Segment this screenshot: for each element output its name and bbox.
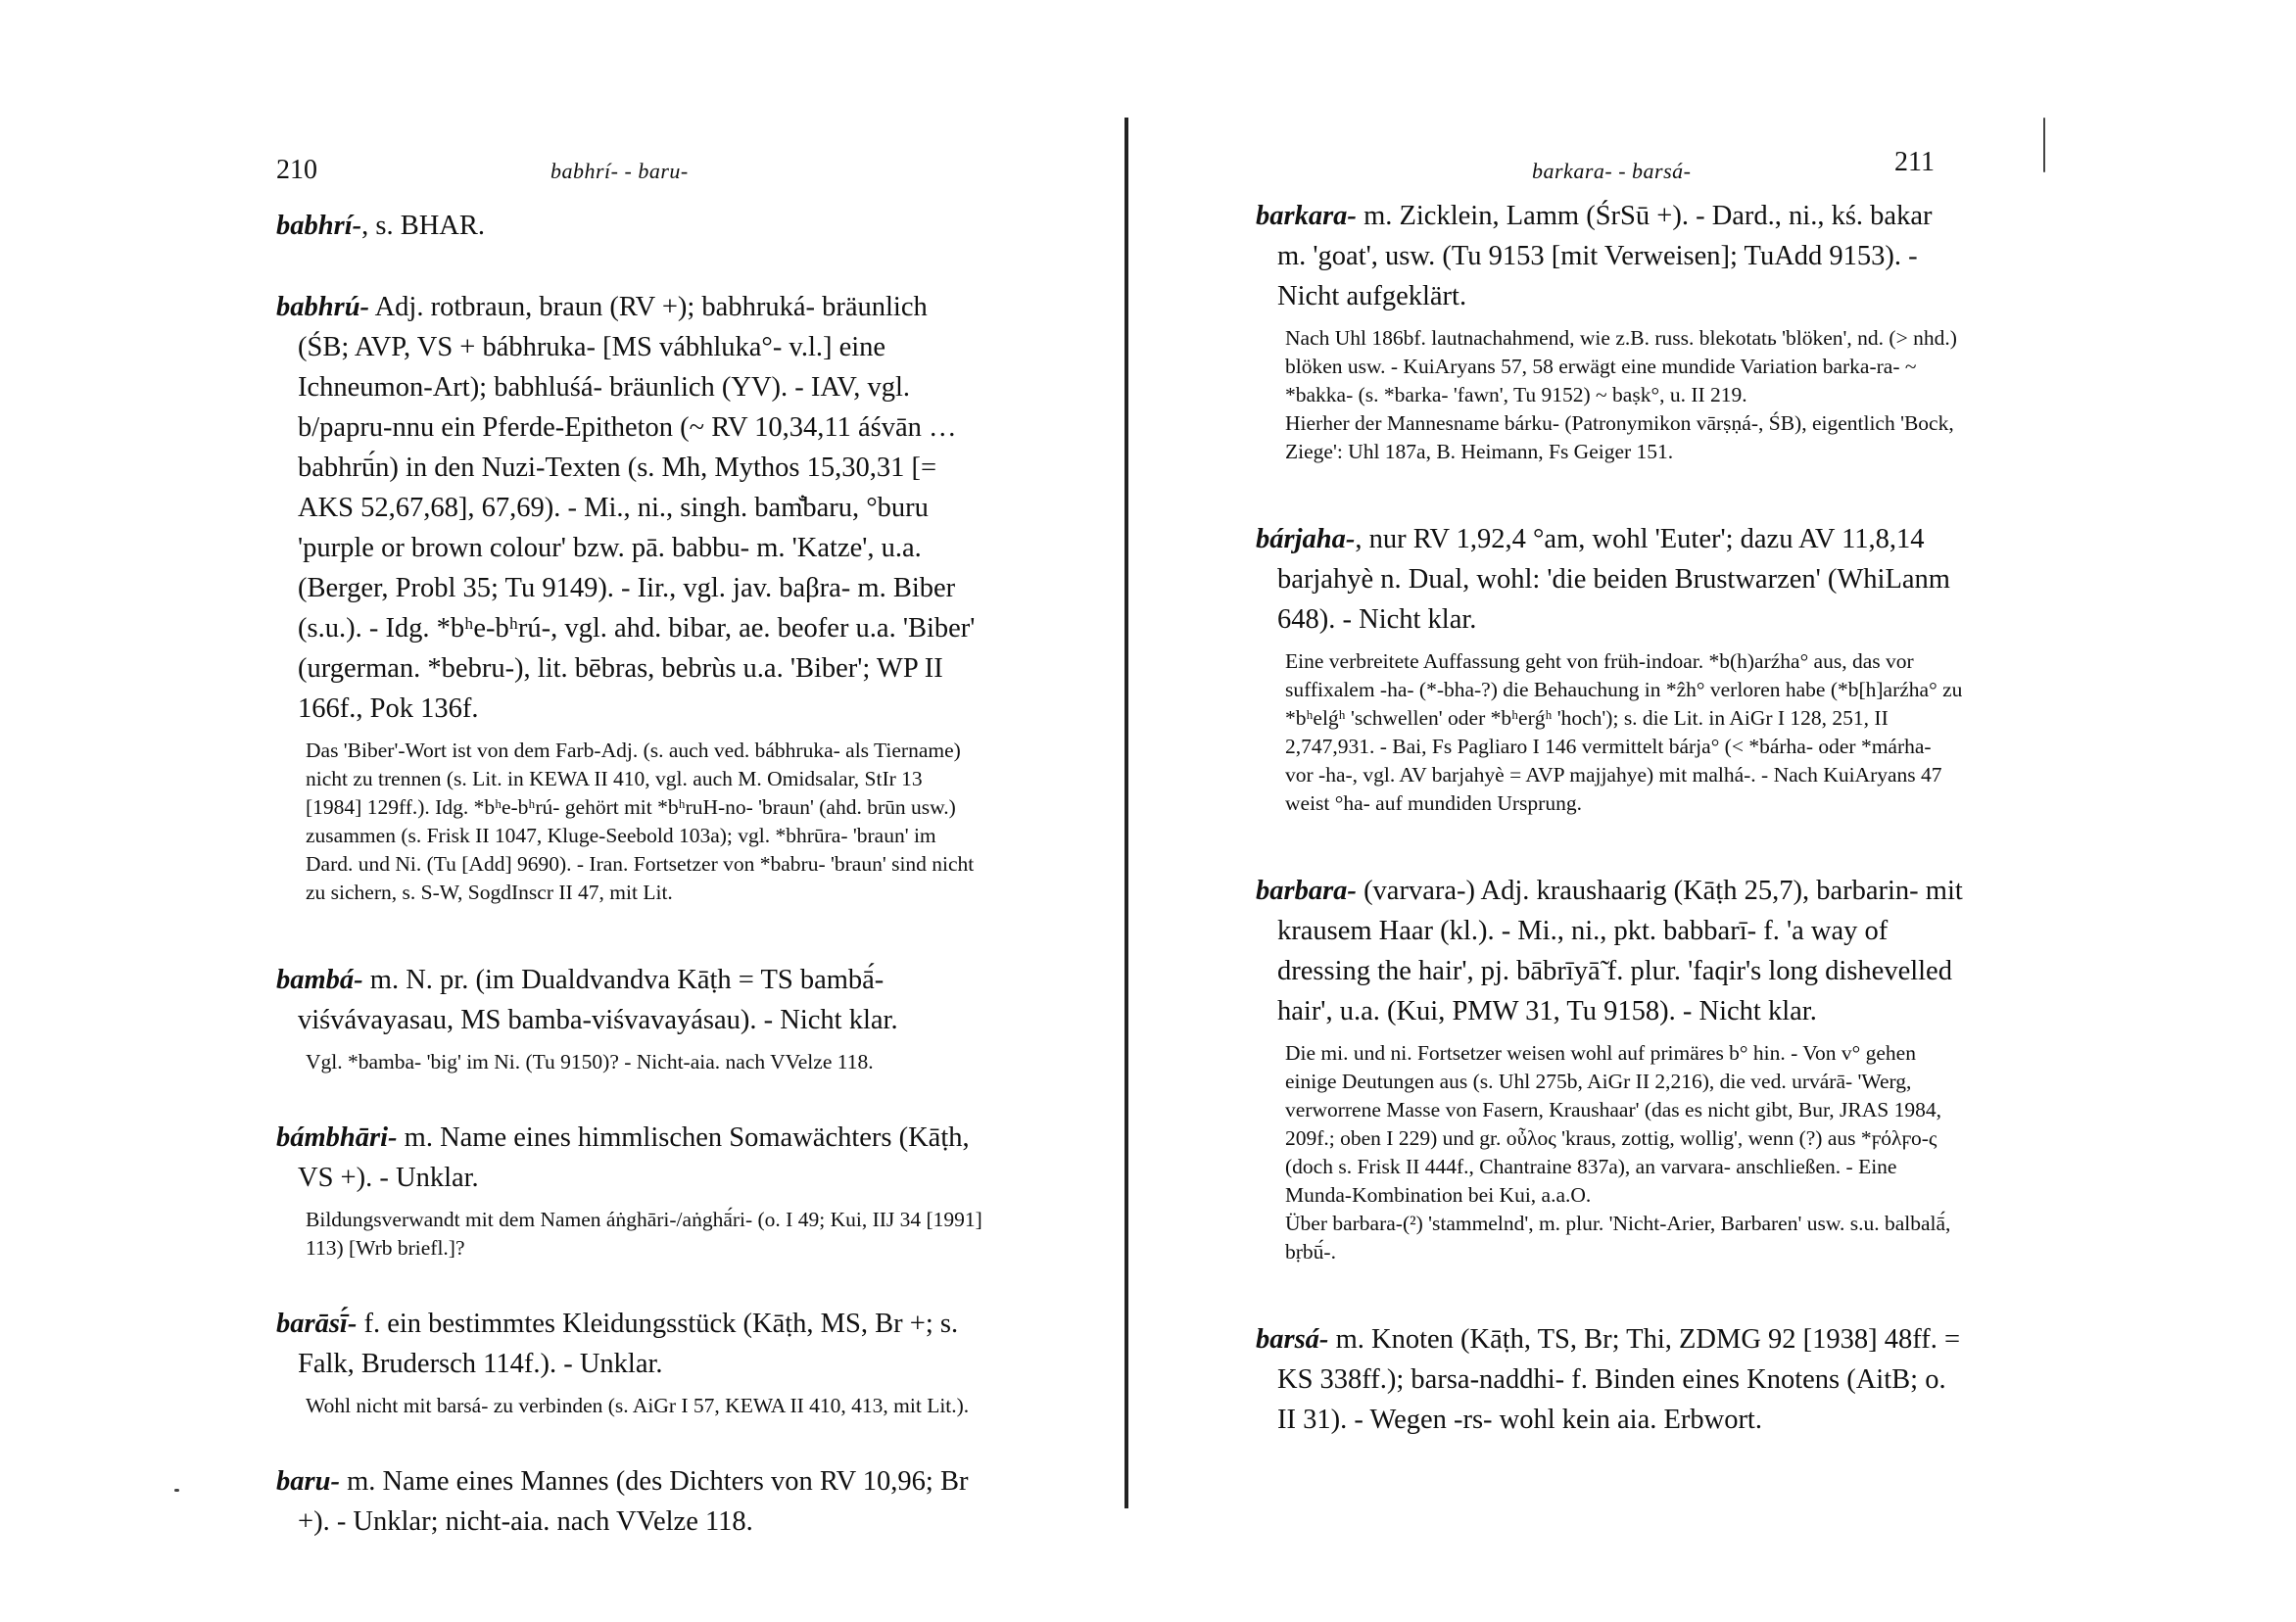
entry-text: Adj. rotbraun, braun (RV +); babhruká- bräunlich (ŚB; AVP, VS + bábhruka- [MS vábhluka°- v.l.] eine Ichneumon-Art); babhluśá- bräunlich (YV). - IAV, vgl. b/papru-nnu ein Pferde-Epitheton (~ RV 10,34,11 áśvān … babhrū́n) in den Nuzi-Texten (s. Mh, Mythos 15,30,31 [= AKS 52,67,68], 67,69). - Mi., ni., singh. bam̐baru, °buru 'purple or brown colour' bzw. pā. babbu- m. 'Katze', u.a. (Berger, Probl 35; Tu 9149). - Iir., vgl. jav. baβra- m. Biber (s.u.). - Idg. *bʰe-bʰrú-, vgl. ahd. bibar, ae. beofer u.a. 'Biber' (urgerman. *bebru-), lit. bēbras, bebrùs u.a. 'Biber'; WP II 166f., Pok 136f. — [298, 292, 976, 724]
entry — [1256, 196, 1963, 466]
headword: babhrú- — [276, 292, 370, 322]
entry-note: Wohl nicht mit barsá- zu verbinden (s. AiGr I 57, KEWA II 410, 413, mit Lit.). — [306, 1394, 970, 1417]
running-head: barkara- - barsá- — [1532, 159, 1692, 183]
entry — [1256, 871, 1963, 1266]
entry-text: m. Knoten (Kāṭh, TS, Br; Thi, ZDMG 92 [1938] 48ff. = KS 338ff.); barsa-naddhi- f. Binden eines Knotens (AitB; o. II 31). - Wegen -rs- wohl kein aia. Erbwort. — [1277, 1324, 1961, 1435]
scan-speck — [174, 1489, 179, 1492]
headword: barsá- — [1256, 1324, 1329, 1355]
entries-column — [1256, 196, 1963, 1440]
scan-mark — [2043, 118, 2045, 172]
entry-text: (varvara-) Adj. kraushaarig (Kāṭh 25,7), barbarin- mit krausem Haar (kl.). - Mi., ni., pkt. babbarī- f. 'a way of dressing the hair', pj. bābrīyā̃ f. plur. 'faqir's long dishevelled hair', u.a. (Kui, PMW 31, Tu 9158). - Nicht klar. — [1277, 876, 1963, 1026]
entry — [276, 287, 983, 907]
headword: bambá- — [276, 965, 363, 995]
headword: barāsī́- — [276, 1309, 358, 1339]
running-head: babhrí- - baru- — [550, 159, 689, 183]
entry — [276, 1118, 983, 1263]
headword: bárjaha- — [1256, 524, 1356, 554]
headword: barbara- — [1256, 876, 1357, 906]
entry-note: Nach Uhl 186bf. lautnachahmend, wie z.B. russ. blekotatь 'blöken', nd. (> nhd.) blöken usw. - KuiAryans 57, 58 erwägt eine mundide Variation barka-ra- ~ *bakka- (s. *barka- 'fawn', Tu 9152) ~ baṣk°, u. II 219. — [1285, 326, 1957, 406]
entry-note: Bildungsverwandt mit dem Namen áṅghāri-/aṅghā́ri- (o. I 49; Kui, IIJ 34 [1991] 113) [Wrb briefl.]? — [306, 1208, 982, 1260]
entry-text: m. Zicklein, Lamm (ŚrSū +). - Dard., ni., kś. bakar m. 'goat', usw. (Tu 9153 [mit Verweisen]; TuAdd 9153). - Nicht aufgeklärt. — [1277, 201, 1933, 311]
entry — [276, 1304, 983, 1420]
entry-text: m. Name eines himmlischen Somawächters (Kāṭh, VS +). - Unklar. — [298, 1122, 970, 1193]
entry-text: f. ein bestimmtes Kleidungsstück (Kāṭh, MS, Br +; s. Falk, Brudersch 114f.). - Unklar. — [298, 1309, 959, 1379]
entry-text: , nur RV 1,92,4 °am, wohl 'Euter'; dazu AV 11,8,14 barjahyè n. Dual, wohl: 'die beiden Brustwarzen' (WhiLanm 648). - Nicht klar. — [1277, 524, 1950, 635]
entry — [276, 1461, 983, 1542]
entry — [276, 960, 983, 1076]
entries-column — [276, 206, 983, 1542]
entry-text: m. N. pr. (im Dualdvandva Kāṭh = TS bambā́-viśvávayasau, MS bamba-viśvavayásau). - Nicht klar. — [298, 965, 898, 1035]
entry-note: Die mi. und ni. Fortsetzer weisen wohl auf primäres b° hin. - Von v° gehen einige Deutungen aus (s. Uhl 275b, AiGr II 2,216), die ved. urvárā- 'Werg, verworrene Masse von Fasern, Kraushaar' (das es nicht gibt, Bur, JRAS 1984, 209f.; oben I 229) und gr. οὖλος 'kraus, zottig, wollig', wenn (?) aus *ϝόλϝο-ς (doch s. Frisk II 444f., Chantraine 837a), an varvara- anschließen. - Eine Munda-Kombination bei Kui, a.a.O. — [1285, 1041, 1941, 1207]
headword: baru- — [276, 1466, 340, 1497]
entry-note: Vgl. *bamba- 'big' im Ni. (Tu 9150)? - Nicht-aia. nach VVelze 118. — [306, 1050, 874, 1073]
entry — [1256, 1319, 1963, 1440]
page-number: 210 — [276, 155, 317, 185]
entry-note: Über barbara-(²) 'stammelnd', m. plur. 'Nicht-Arier, Barbaren' usw. s.u. balbalā́, bṛbū́-. — [1285, 1212, 1951, 1264]
entry-note: Das 'Biber'-Wort ist von dem Farb-Adj. (s. auch ved. bábhruka- als Tiername) nicht zu trennen (s. Lit. in KEWA II 410, vgl. auch M. Omidsalar, StIr 13 [1984] 129ff.). Idg. *bʰe-bʰrú- gehört mit *bʰruH-no- 'braun' (ahd. brūn usw.) zusammen (s. Frisk II 1047, Kluge-Seebold 103a); vgl. *bhrūra- 'braun' im Dard. und Ni. (Tu [Add] 9690). - Iran. Fortsetzer von *babru- 'braun' sind nicht zu sichern, s. S-W, SogdInscr II 47, mit Lit. — [306, 739, 975, 904]
headword: bámbhāri- — [276, 1122, 398, 1153]
headword: barkara- — [1256, 201, 1357, 231]
entry-note: Eine verbreitete Auffassung geht von früh-indoar. *b(h)arźha° aus, das vor suffixalem -ha- (*-bha-?) die Behauchung in *ẑh° verloren habe (*b[h]arźha° zu *bʰelǵʰ 'schwellen' oder *bʰerǵʰ 'hoch'); s. die Lit. in AiGr I 128, 251, II 2,747,931. - Bai, Fs Pagliaro I 146 vermittelt bárja° (< *bárha- oder *márha- vor -ha-, vgl. AV barjahyè = AVP majjahye) mit malhá-. - Nach KuiAryans 47 weist °ha- auf mundiden Ursprung. — [1285, 649, 1963, 815]
right-page — [1148, 0, 2296, 1622]
entry-text: m. Name eines Mannes (des Dichters von RV 10,96; Br +). - Unklar; nicht-aia. nach VVelze 118. — [298, 1466, 969, 1537]
entry-note: Hierher der Mannesname bárku- (Patronymikon vārṣṇá-, ŚB), eigentlich 'Bock, Ziege': Uhl 187a, B. Heimann, Fs Geiger 151. — [1285, 411, 1954, 463]
headword: babhrí- — [276, 211, 362, 241]
entry-text: , s. BHAR. — [361, 211, 486, 241]
entry — [1256, 519, 1963, 818]
page-number: 211 — [1894, 147, 1935, 177]
entry — [276, 206, 983, 246]
